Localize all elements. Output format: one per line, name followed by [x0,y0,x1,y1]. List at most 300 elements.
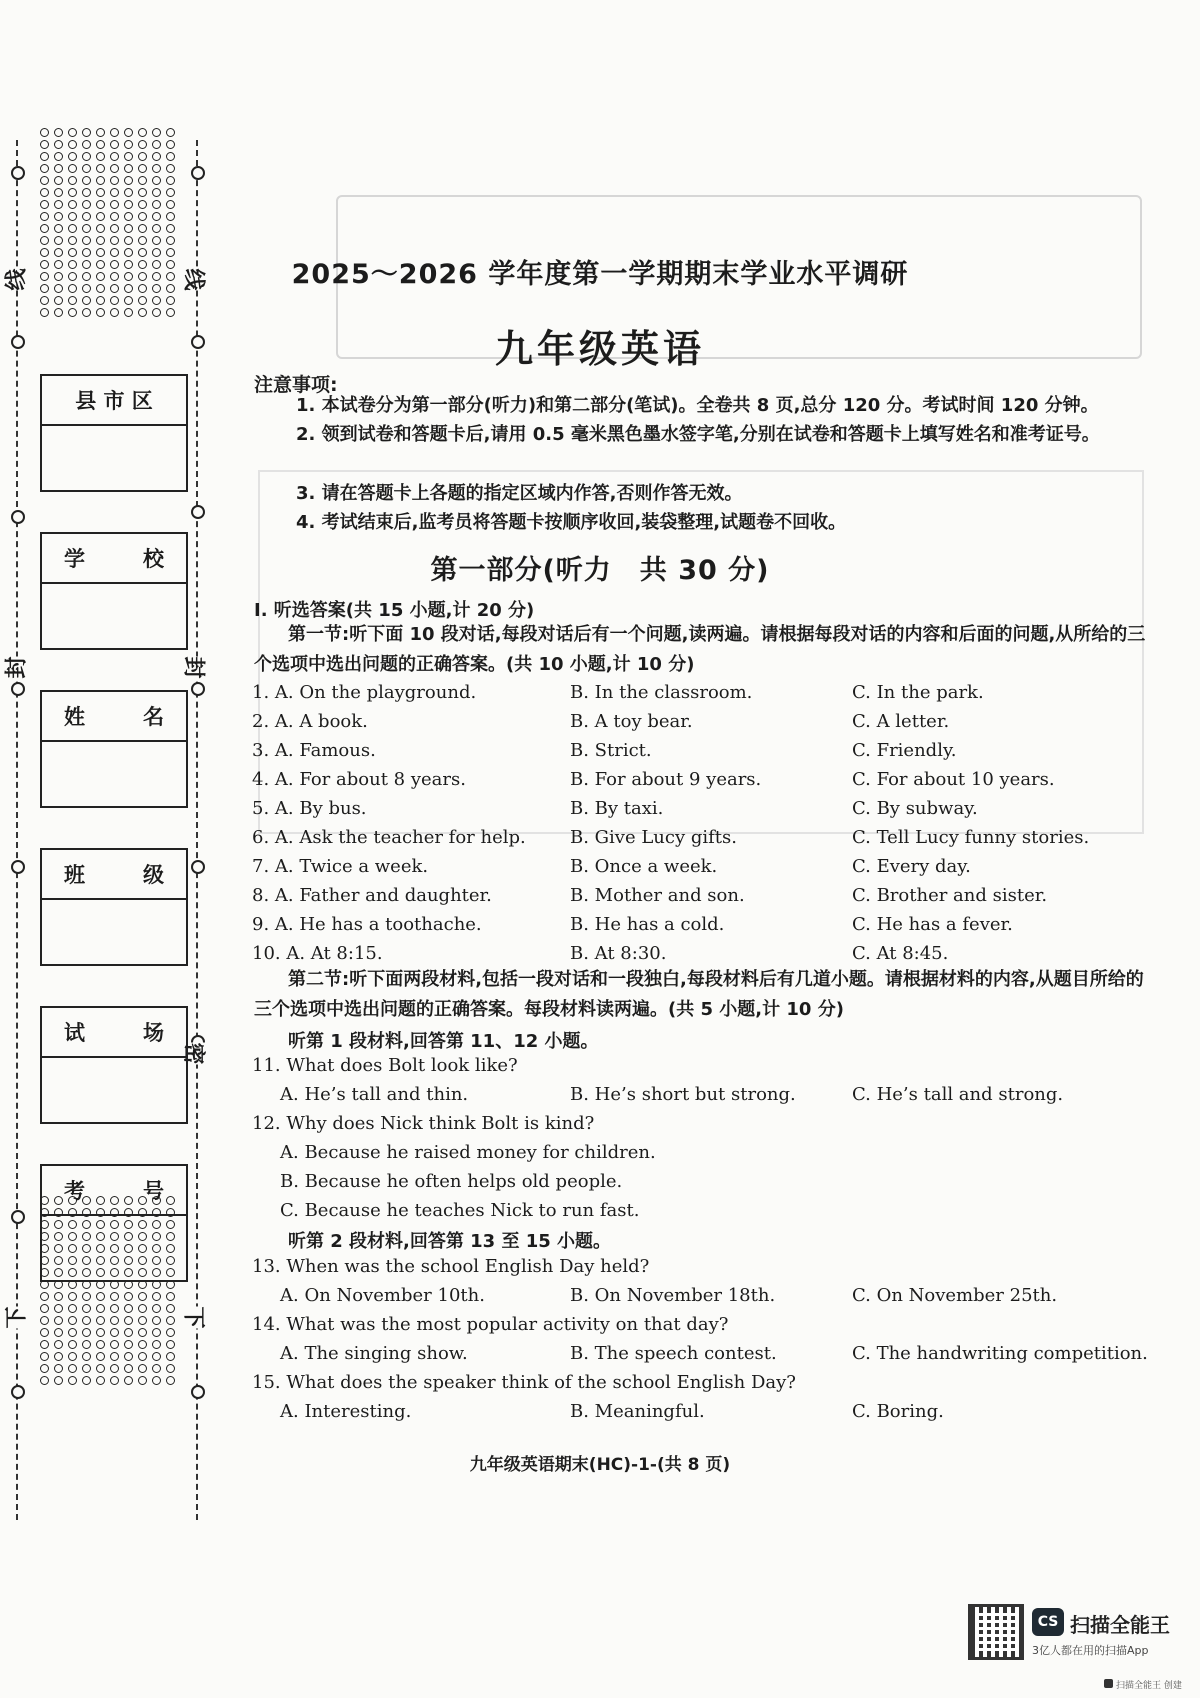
exam-number-field[interactable] [40,1164,188,1282]
binding-dot [138,188,147,197]
binding-dot [54,1376,63,1385]
binding-dot [82,1292,91,1301]
binding-dot [110,152,119,161]
binding-dot [82,1316,91,1325]
binding-dot [110,1328,119,1337]
binding-dot [124,1304,133,1313]
binding-dot [152,212,161,221]
binding-dot [166,188,175,197]
binding-dot [82,296,91,305]
binding-dot [166,308,175,317]
binding-dot [124,1340,133,1349]
answer-option[interactable]: B. The speech contest. [570,1343,777,1364]
binding-dot [54,224,63,233]
answer-option[interactable]: B. Give Lucy gifts. [570,827,738,848]
binding-dot [54,236,63,245]
binding-dot [68,1364,77,1373]
binding-dot [166,152,175,161]
qr-code-icon [968,1604,1024,1660]
binding-hole [11,860,25,874]
binding-dot [96,188,105,197]
binding-dot [124,1292,133,1301]
binding-dot [40,1328,49,1337]
answer-option[interactable]: B. Mother and son. [570,885,745,906]
answer-option[interactable]: B. Once a week. [570,856,718,877]
answer-option[interactable]: C. Because he teaches Nick to run fast. [280,1200,640,1221]
binding-hole [11,166,25,180]
binding-dot [54,200,63,209]
material-1-heading: 听第 1 段材料,回答第 11、12 小题。 [288,1031,599,1052]
binding-dot [110,164,119,173]
binding-dot [110,1376,119,1385]
binding-dot [40,1304,49,1313]
binding-dot [68,200,77,209]
binding-dot [124,128,133,137]
binding-dot [68,188,77,197]
binding-dot [96,1352,105,1361]
answer-option[interactable]: C. Every day. [852,856,971,877]
binding-dot [138,296,147,305]
answer-option[interactable]: B. By taxi. [570,798,664,819]
binding-dot [138,308,147,317]
binding-dot [152,308,161,317]
binding-dot [110,200,119,209]
binding-dot [152,224,161,233]
answer-option[interactable]: C. A letter. [852,711,950,732]
binding-dot [82,176,91,185]
binding-dot [138,1292,147,1301]
binding-dot [110,1316,119,1325]
answer-option[interactable]: C. Friendly. [852,740,957,761]
answer-option[interactable]: A. The singing show. [280,1343,468,1364]
binding-dot [40,1376,49,1385]
answer-option[interactable]: 2. A. A book. [252,711,368,732]
note-item: 1. 本试卷分为第一部分(听力)和第二部分(笔试)。全卷共 8 页,总分 120 分。考试时间 120 分钟。 [296,395,1099,416]
binding-dot [166,1376,175,1385]
answer-option[interactable]: C. The handwriting competition. [852,1343,1148,1364]
binding-dot [152,200,161,209]
binding-dot [110,1304,119,1313]
binding-dot [152,1364,161,1373]
answer-option[interactable]: B. On November 18th. [570,1285,776,1306]
binding-dot [82,1328,91,1337]
answer-option[interactable]: 5. A. By bus. [252,798,367,819]
binding-dot [138,176,147,185]
binding-hole [191,505,205,519]
binding-dot [40,1340,49,1349]
binding-dot [166,1328,175,1337]
answer-option[interactable]: C. Boring. [852,1401,944,1422]
binding-dot [138,236,147,245]
binding-dot [138,1376,147,1385]
answer-option[interactable]: C. In the park. [852,682,984,703]
binding-dot [54,212,63,221]
class-field[interactable] [40,848,188,966]
binding-label: 线 [178,268,213,290]
binding-dot [54,1352,63,1361]
binding-dot [54,128,63,137]
binding-dot [82,1340,91,1349]
binding-dot [166,1316,175,1325]
field-label: 名 [143,705,164,729]
binding-dot [82,224,91,233]
binding-dot [40,188,49,197]
binding-dot [110,188,119,197]
binding-hole [11,682,25,696]
binding-dot [166,1352,175,1361]
binding-dot [138,1328,147,1337]
binding-dot [96,236,105,245]
answer-option[interactable]: C. For about 10 years. [852,769,1055,790]
binding-dot [152,1340,161,1349]
answer-option[interactable]: B. A toy bear. [570,711,693,732]
binding-label: 下 [178,1306,213,1328]
binding-dot [96,1340,105,1349]
binding-dot [40,296,49,305]
binding-dot [166,200,175,209]
binding-dot [54,1316,63,1325]
binding-dot [96,308,105,317]
binding-dot [68,236,77,245]
binding-dot [124,1316,133,1325]
binding-hole [191,1385,205,1399]
binding-dot [166,236,175,245]
binding-dot [110,176,119,185]
binding-dot [152,176,161,185]
answer-option[interactable]: B. In the classroom. [570,682,753,703]
binding-dot [82,140,91,149]
binding-dot [68,140,77,149]
binding-dot [54,1340,63,1349]
answer-option[interactable]: B. At 8:30. [570,943,667,964]
binding-dot [152,236,161,245]
note-item: 4. 考试结束后,监考员将答题卡按顺序收回,装袋整理,试题卷不回收。 [296,512,847,533]
page-footer: 九年级英语期末(HC)-1-(共 8 页) [469,1455,731,1475]
binding-dot [54,308,63,317]
binding-dot [82,200,91,209]
binding-dot [152,152,161,161]
binding-dot [166,164,175,173]
binding-dot [166,1340,175,1349]
answer-option[interactable]: 6. A. Ask the teacher for help. [252,827,526,848]
field-label: 号 [143,1179,164,1203]
binding-label: 下 [0,1306,33,1328]
binding-dot [40,164,49,173]
answer-option[interactable]: B. Because he often helps old people. [280,1171,623,1192]
binding-dot [82,164,91,173]
answer-option[interactable]: A. Because he raised money for children. [280,1142,656,1163]
binding-dot [166,212,175,221]
binding-dot [68,224,77,233]
binding-dot [40,128,49,137]
binding-dot [82,188,91,197]
binding-dot [166,1292,175,1301]
binding-hole [11,1385,25,1399]
answer-option[interactable]: C. He has a fever. [852,914,1013,935]
answer-option[interactable]: C. Brother and sister. [852,885,1048,906]
binding-dot [152,128,161,137]
binding-dot [124,188,133,197]
binding-dot [82,128,91,137]
binding-dot [68,176,77,185]
binding-dot [96,140,105,149]
field-label: 场 [143,1021,164,1045]
binding-dot [68,1328,77,1337]
binding-dot [54,140,63,149]
binding-dot [68,1316,77,1325]
binding-dot [124,224,133,233]
binding-dot [68,164,77,173]
question-stem: 13. When was the school English Day held? [252,1256,650,1277]
binding-dot [96,1364,105,1373]
answer-option[interactable]: C. At 8:45. [852,943,949,964]
binding-dot [138,140,147,149]
binding-dot [96,212,105,221]
binding-dot [82,308,91,317]
binding-dot [124,1376,133,1385]
binding-dot [68,308,77,317]
binding-dot [110,1340,119,1349]
binding-dot [124,1328,133,1337]
answer-option[interactable]: A. He’s tall and thin. [280,1084,469,1105]
binding-label: 封 [178,656,213,678]
section2-instructions: 第二节:听下面两段材料,包括一段对话和一段独白,每段材料后有几道小题。请根据材料的内容,从题目所给的三个选项中选出问题的正确答案。每段材料读两遍。(共 5 小题,计 10 分) [254,969,1144,1020]
binding-dot [138,1340,147,1349]
binding-dot [96,1304,105,1313]
binding-hole [11,1210,25,1224]
binding-dot [124,164,133,173]
binding-dot [166,140,175,149]
binding-dot [68,1340,77,1349]
binding-dot [96,1376,105,1385]
binding-dot [152,1292,161,1301]
binding-dot [40,1292,49,1301]
binding-dot [166,224,175,233]
field-label: 班 [64,863,85,887]
binding-dot [138,1364,147,1373]
binding-hole [11,510,25,524]
question-stem: 15. What does the speaker think of the school English Day? [252,1372,796,1393]
binding-dot [152,140,161,149]
binding-dot [166,296,175,305]
binding-dot [152,164,161,173]
binding-dot [54,176,63,185]
binding-dot [166,176,175,185]
binding-dot [96,1316,105,1325]
binding-dot [96,164,105,173]
binding-dot [124,176,133,185]
binding-dot [40,308,49,317]
notes-heading: 注意事项: [254,374,338,396]
binding-dot [138,128,147,137]
binding-dot [110,1364,119,1373]
binding-dot [68,1292,77,1301]
binding-dot [124,1352,133,1361]
binding-dot [82,1304,91,1313]
binding-dot [54,164,63,173]
binding-dot [68,1304,77,1313]
binding-dot [110,308,119,317]
answer-option[interactable]: B. He has a cold. [570,914,725,935]
field-label: 学 [64,547,85,571]
binding-dot [138,200,147,209]
binding-dot [40,1316,49,1325]
binding-dot [40,212,49,221]
binding-label: 线 [0,268,33,290]
answer-option[interactable]: 1. A. On the playground. [252,682,477,703]
answer-option[interactable]: C. He’s tall and strong. [852,1084,1064,1105]
binding-dot [54,188,63,197]
binding-dot [40,1352,49,1361]
binding-dot [68,128,77,137]
binding-dot [110,296,119,305]
name-field[interactable] [40,690,188,808]
binding-dot [152,1304,161,1313]
binding-dot [68,1352,77,1361]
binding-dot [96,296,105,305]
answer-option[interactable]: 10. A. At 8:15. [252,943,383,964]
answer-option[interactable]: C. On November 25th. [852,1285,1058,1306]
binding-dot [138,1316,147,1325]
binding-dot [68,152,77,161]
binding-dot [96,128,105,137]
answer-option[interactable]: B. For about 9 years. [570,769,762,790]
binding-dot [40,1364,49,1373]
binding-dot [110,128,119,137]
binding-dot [152,1376,161,1385]
county-field[interactable] [40,374,188,492]
binding-hole [191,860,205,874]
binding-dot [124,212,133,221]
binding-dot [138,212,147,221]
binding-dot [40,176,49,185]
binding-dot [152,1316,161,1325]
binding-dot [138,1304,147,1313]
binding-dot [138,164,147,173]
answer-option[interactable]: 7. A. Twice a week. [252,856,429,877]
binding-dot [40,140,49,149]
exam-room-field[interactable] [40,1006,188,1124]
section-heading: Ⅰ. 听选答案(共 15 小题,计 20 分) [254,600,535,621]
binding-dot [40,200,49,209]
binding-dot [124,152,133,161]
binding-dot [82,212,91,221]
binding-dot [110,212,119,221]
question-stem: 11. What does Bolt look like? [252,1055,518,1076]
camscanner-logo: CS [1032,1608,1064,1636]
binding-dot [110,236,119,245]
exam-title: 2025～2026 学年度第一学期期末学业水平调研 [291,259,909,290]
answer-option[interactable]: B. Meaningful. [570,1401,705,1422]
binding-dot [152,296,161,305]
question-stem: 12. Why does Nick think Bolt is kind? [252,1113,595,1134]
answer-option[interactable]: B. Strict. [570,740,652,761]
field-label: 校 [143,547,164,571]
part1-title: 第一部分(听力 共 30 分) [430,555,770,586]
field-label: 考 [64,1179,85,1203]
binding-dot [82,1352,91,1361]
scanner-credit: 扫描全能王 创建 [1116,1681,1182,1691]
question-stem: 14. What was the most popular activity on that day? [252,1314,729,1335]
note-item: 2. 领到试卷和答题卡后,请用 0.5 毫米黑色墨水签字笔,分别在试卷和答题卡上填写姓名和准考证号。 [296,424,1100,445]
binding-dot [96,200,105,209]
binding-dot [54,1328,63,1337]
binding-dot [124,296,133,305]
binding-dot [54,1304,63,1313]
answer-option[interactable]: 8. A. Father and daughter. [252,885,492,906]
binding-dot [152,1352,161,1361]
field-label: 县 市 区 [42,376,186,426]
material-2-heading: 听第 2 段材料,回答第 13 至 15 小题。 [288,1231,612,1252]
binding-dot [40,236,49,245]
binding-dot [68,212,77,221]
binding-dot [96,176,105,185]
binding-dot [124,308,133,317]
answer-option[interactable]: A. Interesting. [280,1401,412,1422]
binding-dot [68,1376,77,1385]
scanner-tagline: 3亿人都在用的扫描App [1032,1644,1149,1657]
binding-hole [191,682,205,696]
binding-dot [110,140,119,149]
binding-hole [191,166,205,180]
scanner-app-name: 扫描全能王 [1070,1613,1170,1637]
binding-dot [96,152,105,161]
binding-label: 封 [0,656,33,678]
field-label: 试 [64,1021,85,1045]
binding-label: 密 [178,1042,213,1064]
binding-dot [138,1352,147,1361]
binding-dot [54,1364,63,1373]
binding-dot [82,152,91,161]
binding-dot [82,236,91,245]
scanner-small-icon [1104,1679,1113,1688]
binding-dot [138,224,147,233]
binding-dot [124,200,133,209]
answer-option[interactable]: A. On November 10th. [280,1285,485,1306]
section1-instructions: 第一节:听下面 10 段对话,每段对话后有一个问题,读两遍。请根据每段对话的内容和后面的问题,从所给的三个选项中选出问题的正确答案。(共 10 小题,计 10 分) [254,624,1146,675]
answer-option[interactable]: 9. A. He has a toothache. [252,914,482,935]
binding-dot [110,1292,119,1301]
binding-dot [54,1292,63,1301]
binding-dot [110,1352,119,1361]
binding-dot [124,140,133,149]
binding-dot [152,188,161,197]
binding-dot [40,152,49,161]
binding-dot [166,1364,175,1373]
binding-dot [82,1364,91,1373]
binding-dot [166,128,175,137]
binding-dot [40,224,49,233]
binding-dot [54,296,63,305]
binding-dot [138,152,147,161]
subject-title: 九年级英语 [494,327,705,371]
binding-dot [124,1364,133,1373]
answer-option[interactable]: C. By subway. [852,798,978,819]
binding-dot [124,236,133,245]
answer-option[interactable]: 3. A. Famous. [252,740,376,761]
binding-dot [96,1328,105,1337]
field-label: 姓 [64,705,85,729]
binding-dot [68,296,77,305]
answer-option[interactable]: 4. A. For about 8 years. [252,769,466,790]
binding-dot [96,224,105,233]
binding-dot [82,1376,91,1385]
answer-option[interactable]: B. He’s short but strong. [570,1084,796,1105]
answer-option[interactable]: C. Tell Lucy funny stories. [852,827,1090,848]
binding-dot [96,1292,105,1301]
field-label: 级 [143,863,164,887]
note-item: 3. 请在答题卡上各题的指定区域内作答,否则作答无效。 [296,483,743,504]
